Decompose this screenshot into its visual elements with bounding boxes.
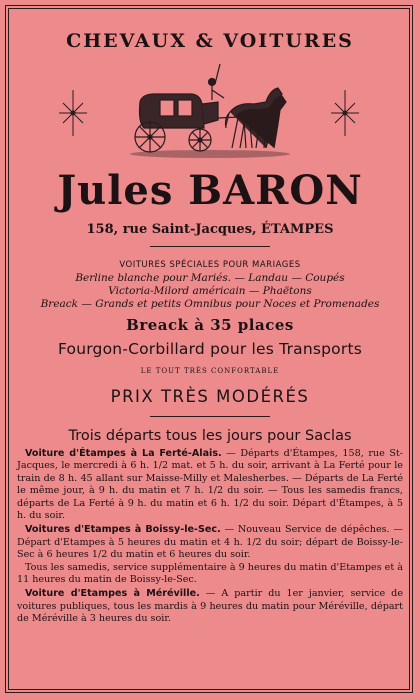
divider-rule xyxy=(150,246,270,247)
departures-heading: Trois départs tous les jours pour Saclas xyxy=(68,428,352,444)
route-text: Tous les samedis, service supplémentaire à 9 heures du matin d'Etampes et à 11 heures du matin de Boissy-le-Sec. xyxy=(17,561,403,586)
comfort-note: LE TOUT TRÈS CONFORTABLE xyxy=(140,367,280,375)
departures-text xyxy=(17,448,403,626)
fourgon-service: Fourgon-Corbillard pour les Transports xyxy=(57,340,362,358)
route-text: — Départs d'Étampes, 158, rue St-Jacques, le mercredi à 6 h. 1/2 mat. et 5 h. du soir, arrivant à La Ferté pour le train de 8 h. 45 allant sur Maisse-Milly et Malesherbes. — Départs de La Ferté le même jour, à 9 h. du matin et 7 h. 1/2 du soir. — Tous les samedis francs, départs de La Ferté à 9 h. du matin et 6 h. 1/2 du soir. Départ d'Étampes, à 5 h. du soir. xyxy=(17,448,403,522)
price-note: PRIX TRÈS MODÉRÉS xyxy=(110,387,310,406)
right-star-ornament-icon xyxy=(330,88,360,138)
service-line: Breack — Grands et petits Omnibus pour Noces et Promenades xyxy=(40,298,380,310)
route-title: Voitures d'Etampes à Boissy-le-Sec. xyxy=(25,524,221,536)
proprietor-address: 158, rue Saint-Jacques, ÉTAMPES xyxy=(86,222,334,237)
service-line: Berline blanche pour Mariés. — Landau — Coupés xyxy=(75,272,345,284)
services-list xyxy=(0,272,420,311)
page-title: CHEVAUX & VOITURES xyxy=(66,30,354,52)
breack-capacity: Breack à 35 places xyxy=(126,316,294,334)
services-heading: VOITURES SPÉCIALES POUR MARIAGES xyxy=(119,260,301,270)
route-text: — A partir du 1er janvier, service de voitures publiques, tous les mardis à 9 heures du matin pour Méréville, départ de Méréville à 3 heures du soir. xyxy=(17,588,403,625)
route-text: — Nouveau Service de dépêches. — Départ d'Etampes à 5 heures du matin et 4 h. 1/2 du soir; départ de Boissy-le-Sec à 6 heures 1/2 du matin et 6 heures du soir. xyxy=(17,524,403,561)
divider-rule xyxy=(150,416,270,417)
left-star-ornament-icon xyxy=(58,88,88,138)
service-line: Victoria-Milord américain — Phaëtons xyxy=(108,285,312,297)
proprietor-name: Jules BARON xyxy=(57,167,363,214)
route-paragraph xyxy=(17,588,403,625)
route-paragraph xyxy=(17,562,403,587)
horse-drawn-carriage-icon xyxy=(120,62,300,162)
route-paragraph xyxy=(17,524,403,561)
route-paragraph xyxy=(17,448,403,522)
route-title: Voiture d'Etampes à Méréville. xyxy=(25,588,200,600)
route-title: Voiture d'Étampes à La Ferté-Alais. xyxy=(25,448,222,459)
